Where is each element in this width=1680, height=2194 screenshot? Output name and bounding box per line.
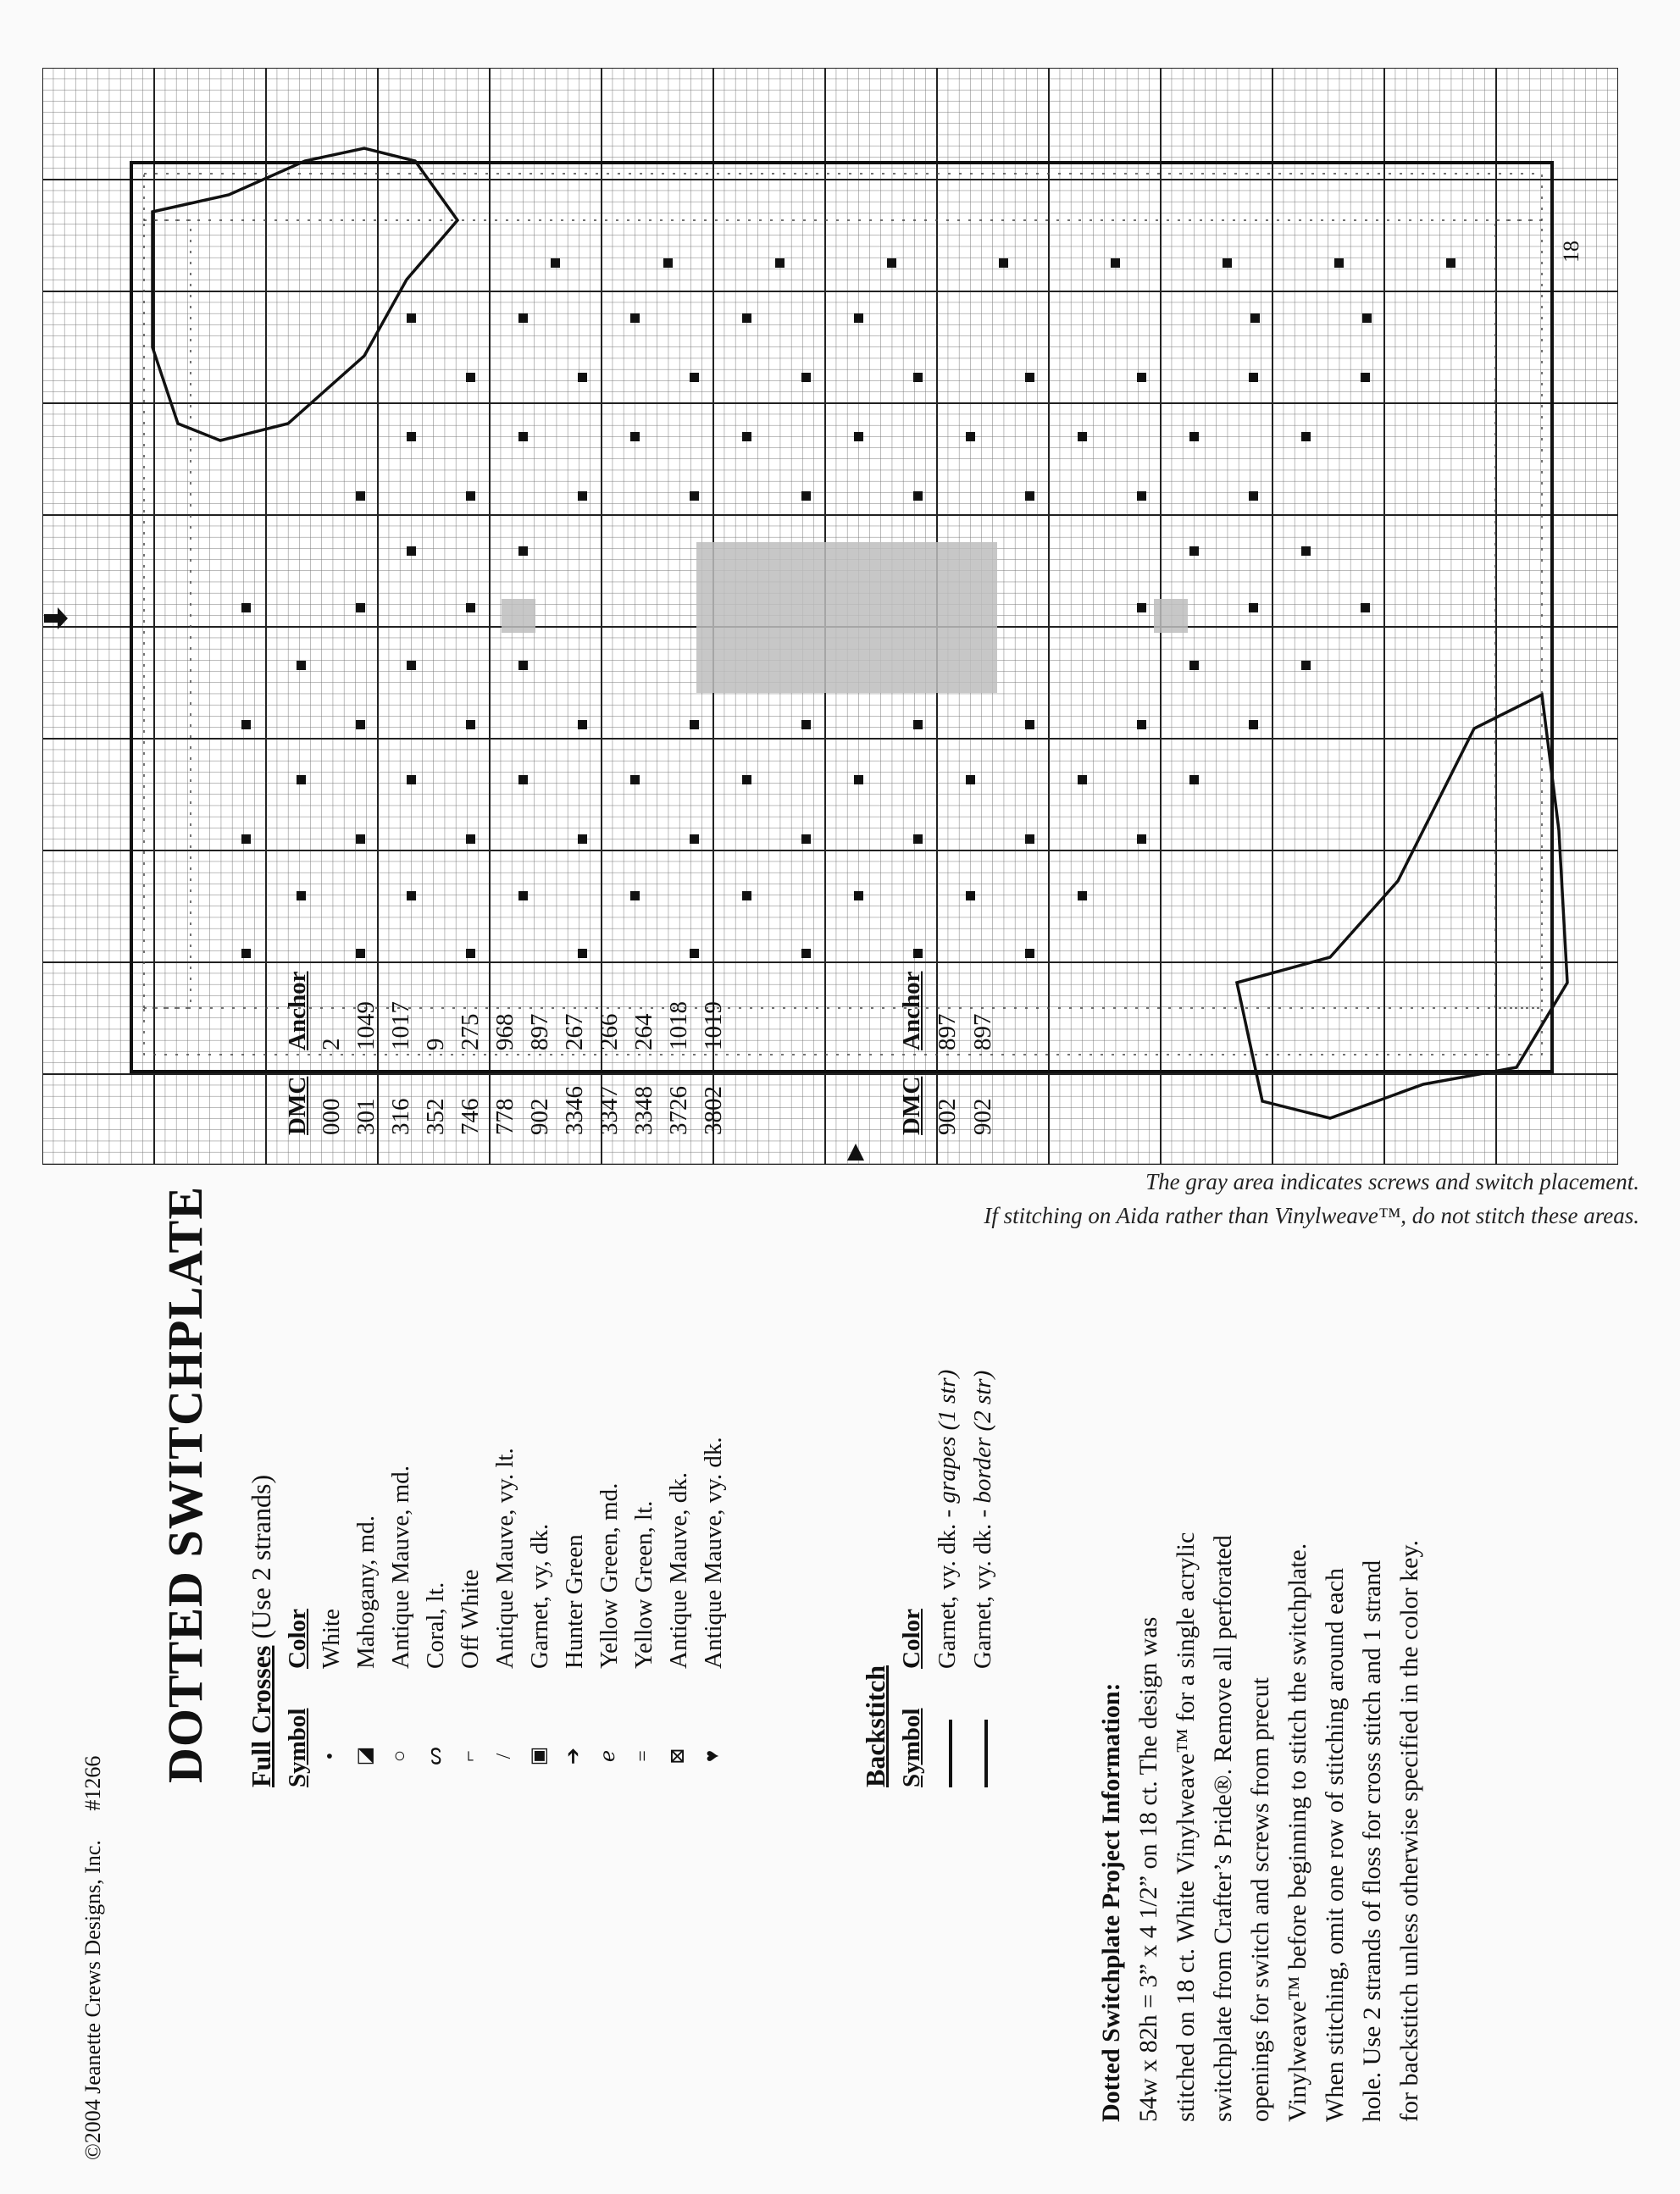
row-anchor: 897 [526, 1013, 553, 1050]
symbol-hunter-green: ➔ [563, 1747, 585, 1765]
col-anchor: Anchor [284, 971, 311, 1050]
row-anchor: 1017 [387, 1001, 414, 1050]
project-info-line: Vinylweave™ before beginning to stitch the switchplate. [1284, 1543, 1311, 2122]
full-crosses-label: Full Crosses [246, 1645, 276, 1787]
symbol-yellow-green-md: ℯ [597, 1749, 619, 1763]
symbol-off-white: ⌐ [458, 1750, 480, 1762]
symbol-white: • [319, 1752, 341, 1760]
row-anchor: 1049 [352, 1001, 380, 1050]
symbol-antique-mauve-md: ○ [389, 1749, 411, 1763]
project-info-line: When stitching, omit one row of stitching around each [1321, 1567, 1349, 2122]
backstitch-label: Backstitch [860, 1665, 890, 1787]
symbol-antique-mauve-vy-lt: / [493, 1753, 515, 1759]
row-color: Off White [457, 1569, 484, 1669]
row-color: Antique Mauve, vy. dk. [700, 1437, 727, 1669]
row-dmc: 3348 [630, 1086, 657, 1135]
bs-row-color-text: Garnet, vy. dk. - [969, 1503, 996, 1669]
bs-row-color-text: Garnet, vy. dk. - [934, 1503, 961, 1669]
project-info-line: for backstitch unless otherwise specified in the color key. [1395, 1539, 1423, 2122]
page-number: 18 [1559, 241, 1583, 263]
row-dmc: 000 [318, 1098, 345, 1135]
symbol-antique-mauve-dk: ⊠ [667, 1747, 689, 1765]
bs-col-dmc: DMC [898, 1076, 925, 1135]
bs-row-detail: border (2 str) [969, 1370, 996, 1504]
backstitch-heading [860, 1665, 891, 1787]
row-anchor: 2 [318, 1038, 345, 1050]
bs-row-dmc: 902 [934, 1098, 961, 1135]
copyright: ©2004 Jeanette Crews Designs, Inc. [80, 1840, 105, 2160]
bs-row-anchor: 897 [934, 1013, 961, 1050]
rotated-key-panel [0, 178, 1680, 2186]
row-color: Yellow Green, md. [596, 1482, 623, 1669]
backstitch-line-icon [949, 1720, 952, 1787]
row-dmc: 778 [491, 1098, 518, 1135]
project-info-line: 54w x 82h = 3” x 4 1/2” on 18 ct. The design was [1134, 1616, 1162, 2122]
row-anchor: 266 [596, 1013, 623, 1050]
project-info-line: switchplate from Crafter’s Pride®. Remove all perforated [1209, 1535, 1237, 2122]
symbol-coral: ᔕ [424, 1747, 446, 1765]
symbol-antique-mauve-vy-dk: ♥ [701, 1749, 724, 1763]
row-color: Mahogany, md. [352, 1515, 380, 1669]
symbol-garnet: ▣ [528, 1746, 550, 1766]
row-dmc: 3802 [700, 1086, 727, 1135]
full-crosses-heading [246, 1475, 277, 1787]
row-anchor: 267 [561, 1013, 588, 1050]
row-dmc: 352 [422, 1098, 449, 1135]
bs-row-anchor: 897 [969, 1013, 996, 1050]
symbol-yellow-green-lt: = [632, 1750, 654, 1762]
row-anchor: 968 [491, 1013, 518, 1050]
chart-caption-line1: The gray area indicates screws and switch placement. [1145, 1169, 1639, 1194]
bs-row-color [934, 1370, 962, 1669]
row-color: Antique Mauve, dk. [665, 1472, 692, 1669]
row-anchor: 9 [422, 1038, 449, 1050]
row-anchor: 264 [630, 1013, 657, 1050]
row-color: Hunter Green [561, 1534, 588, 1669]
row-anchor: 275 [457, 1013, 484, 1050]
row-color: Yellow Green, lt. [630, 1500, 657, 1669]
bs-row-detail: grapes (1 str) [934, 1369, 961, 1504]
row-dmc: 746 [457, 1098, 484, 1135]
page-title: DOTTED SWITCHPLATE [158, 1185, 213, 1783]
col-color: Color [284, 1609, 311, 1669]
bs-row-dmc: 902 [969, 1098, 996, 1135]
col-symbol: Symbol [284, 1708, 311, 1787]
row-color: White [318, 1609, 345, 1669]
project-information [1093, 682, 1428, 2122]
bs-col-anchor: Anchor [898, 971, 925, 1050]
row-dmc: 3347 [596, 1086, 623, 1135]
symbol-mahogany: ◪ [354, 1746, 376, 1766]
project-info-line: stitched on 18 ct. White Vinylweave™ for a single acrylic [1172, 1532, 1200, 2122]
project-info-line: openings for switch and screws from precut [1246, 1677, 1274, 2122]
project-info-line: hole. Use 2 strands of floss for cross stitch and 1 strand [1358, 1560, 1386, 2122]
row-color: Garnet, vy, dk. [526, 1523, 553, 1669]
row-anchor: 1019 [700, 1001, 727, 1050]
row-color: Coral, lt. [422, 1582, 449, 1669]
backstitch-line-icon [984, 1720, 988, 1787]
row-dmc: 301 [352, 1098, 380, 1135]
row-dmc: 3346 [561, 1086, 588, 1135]
row-dmc: 3726 [665, 1086, 692, 1135]
full-crosses-note: (Use 2 strands) [246, 1474, 276, 1639]
chart-caption-line2: If stitching on Aida rather than Vinylweave™, do not stitch these areas. [984, 1203, 1639, 1228]
product-number: #1266 [80, 1755, 105, 1811]
footer [80, 1732, 106, 2160]
bs-row-color [969, 1371, 997, 1669]
row-anchor: 1018 [665, 1001, 692, 1050]
bs-col-symbol: Symbol [898, 1708, 925, 1787]
col-dmc: DMC [284, 1076, 311, 1135]
bs-col-color: Color [898, 1609, 925, 1669]
row-color: Antique Mauve, md. [387, 1465, 414, 1669]
row-color: Antique Mauve, vy. lt. [491, 1448, 518, 1669]
project-info-title: Dotted Switchplate Project Information: [1097, 1682, 1125, 2122]
row-dmc: 316 [387, 1098, 414, 1135]
row-dmc: 902 [526, 1098, 553, 1135]
